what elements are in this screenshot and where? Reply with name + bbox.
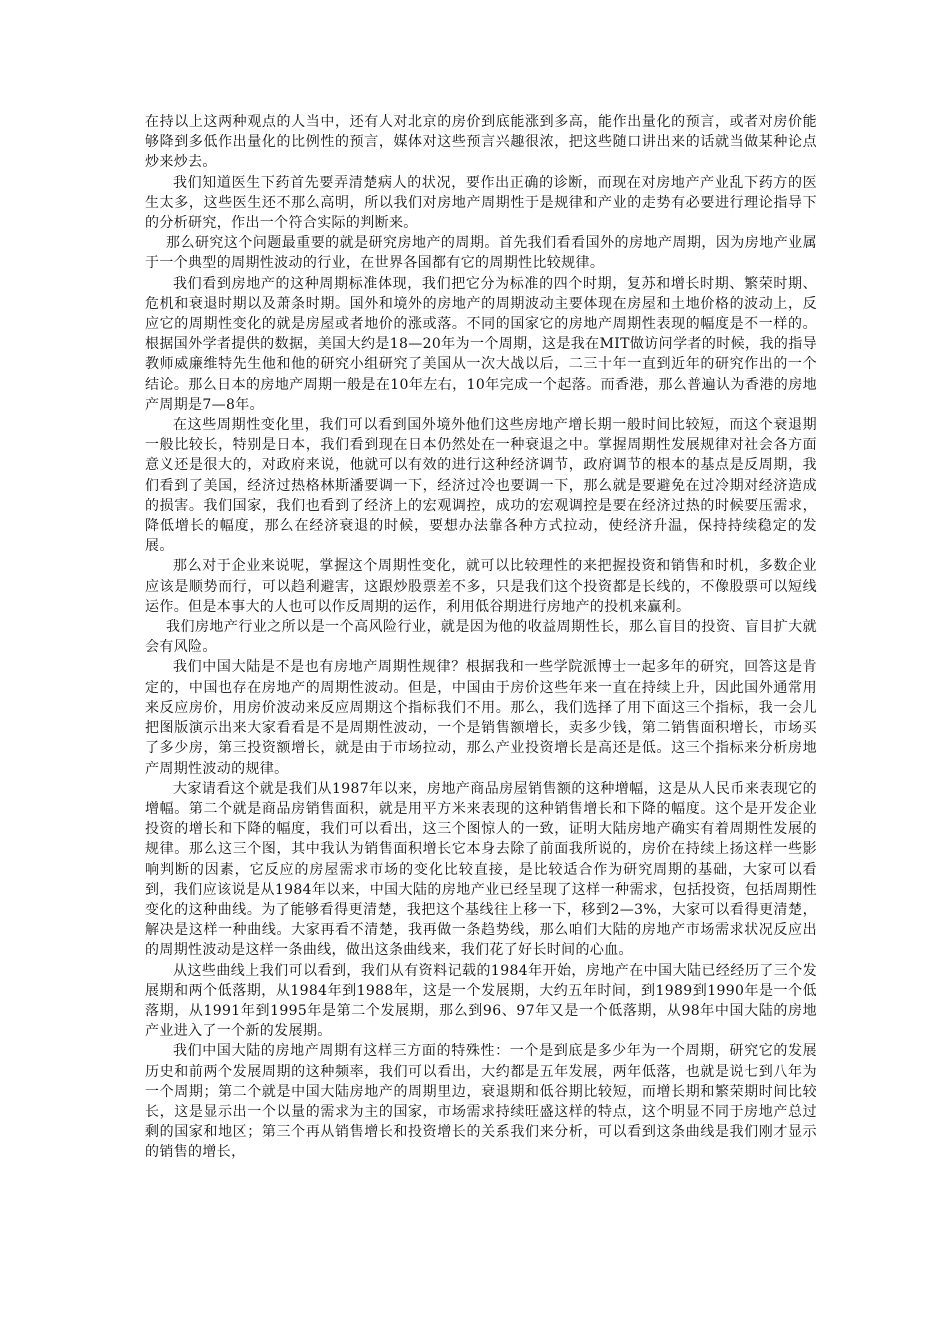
paragraph-6: 那么对于企业来说呢，掌握这个周期性变化，就可以比较理性的来把握投资和销售和时机，多数企业应该是顺势而行，可以趋利避害，这跟炒股票差不多，只是我们这个投资都是长线的，不像股票可以短线运作。但是本事大的人也可以作反周期的运作，利用低谷期进行房地产的投机来赢利。 [145,558,817,615]
paragraph-5: 在这些周期性变化里，我们可以看到国外境外他们这些房地产增长期一般时间比较短，而这个衰退期一般比较长，特别是日本，我们看到现在日本仍然处在一种衰退之中。掌握周期性发展规律对社会各方面意义还是很大的，对政府来说，他就可以有效的进行这种经济调节，政府调节的根本的基点是反周期，我们看到了美国，经济过热格林斯潘要调一下，经济过冷也要调一下，那么就是要避免在过冷期对经济造成的损害。我们国家，我们也看到了经济上的宏观调控，成功的宏观调控是要在经济过热的时候要压需求，降低增长的幅度，那么在经济衰退的时候，要想办法靠各种方式拉动，使经济升温，保持持续稳定的发展。 [145,417,817,555]
paragraph-11: 我们中国大陆的房地产周期有这样三方面的特殊性：一个是到底是多少年为一个周期，研究它的发展历史和前两个发展周期的这种频率，我们可以看出，大约都是五年发展，两年低落，也就是说七到八年为一个周期；第二个就是中国大陆房地产的周期里边，衰退期和低谷期比较短，而增长期和繁荣期时间比较长，这是显示出一个以量的需求为主的国家，市场需求持续旺盛这样的特点，这个明显不同于房地产总过剩的国家和地区；第三个再从销售增长和投资增长的关系我们来分析，可以看到这条曲线是我们刚才显示的销售的增长， [145,1043,817,1161]
paragraph-10: 从这些曲线上我们可以看到，我们从有资料记载的1984年开始，房地产在中国大陆已经经历了三个发展期和两个低落期，从1984年到1988年，这是一个发展期，大约五年时间，到1989到1990年是一个低落期，从1991年到1995年是第二个发展期，那么到96、97年又是一个低落期，从98年中国大陆的房地产业进入了一个新的发展期。 [145,962,817,1040]
paragraph-1: 在持以上这两种观点的人当中，还有人对北京的房价到底能涨到多高，能作出量化的预言，或者对房价能够降到多低作出量化的比例性的预言，媒体对这些预言兴趣很浓，把这些随口讲出来的话就当做某种论点炒来炒去。 [145,114,817,171]
paragraph-8: 我们中国大陆是不是也有房地产周期性规律？根据我和一些学院派博士一起多年的研究，回答这是肯定的，中国也存在房地产的周期性波动。但是，中国由于房价这些年来一直在持续上升，因此国外通常用来反应房价，用房价波动来反应周期这个指标我们不用。那么，我们选择了用下面这三个指标，我一会儿把图版演示出来大家看看是不是周期性波动，一个是销售额增长，卖多少钱，第二销售面积增长，市场买了多少房，第三投资额增长，就是由于市场拉动，那么产业投资增长是高还是低。这三个指标来分析房地产周期性波动的规律。 [145,659,817,777]
paragraph-2: 我们知道医生下药首先要弄清楚病人的状况，要作出正确的诊断，而现在对房地产产业乱下药方的医生太多，这些医生还不那么高明，所以我们对房地产周期性于是规律和产业的走势有必要进行理论指导下的分析研究，作出一个符合实际的判断来。 [145,174,817,232]
paragraph-9: 大家请看这个就是我们从1987年以来，房地产商品房屋销售额的这种增幅，这是从人民币来表现它的增幅。第二个就是商品房销售面积，就是用平方米来表现的这种销售增长和下降的幅度。这个是开发企业投资的增长和下降的幅度，我们可以看出，这三个图惊人的一致，证明大陆房地产确实有着周期性发展的规律。那么这三个图，其中我认为销售面积增长它本身去除了前面我所说的，房价在持续上扬这样一些影响判断的因素，它反应的房屋需求市场的变化比较直接，是比较适合作为研究周期的基础，大家可以看到，我们应该说是从1984年以来，中国大陆的房地产业已经呈现了这样一种需求，包括投资，包括周期性变化的这种曲线。为了能够看得更清楚，我把这个基线往上移一下，移到2—3%，大家可以看得更清楚，解决是这样一种曲线。大家再看不清楚，我再做一条趋势线，那么咱们大陆的房地产市场需求状况反应出的周期性波动是这样一条曲线，做出这条曲线来，我们花了好长时间的心血。 [145,780,817,959]
paragraph-7: 我们房地产行业之所以是一个高风险行业，就是因为他的收益周期性长，那么盲目的投资、盲目扩大就会有风险。 [145,619,817,656]
document-body [145,112,817,1163]
paragraph-4: 我们看到房地产的这种周期标准体现，我们把它分为标准的四个时期，复苏和增长时期、繁荣时期、危机和衰退时期以及萧条时期。国外和境外的房地产的周期波动主要体现在房屋和土地价格的波动上，反应它的周期性变化的就是房屋或者地价的涨或落。不同的国家它的房地产周期性表现的幅度是不一样的。根据国外学者提供的数据，美国大约是18—20年为一个周期，这是我在MIT做访问学者的时候，我的指导教师威廉维特先生他和他的研究小组研究了美国从一次大战以后，二三十年一直到近年的研究作出的一个结论。那么日本的房地产周期一般是在10年左右，10年完成一个起落。而香港，那么普遍认为香港的房地产周期是7—8年。 [145,275,817,413]
paragraph-3: 那么研究这个问题最重要的就是研究房地产的周期。首先我们看看国外的房地产周期，因为房地产业属于一个典型的周期性波动的行业，在世界各国都有它的周期性比较规律。 [145,235,817,272]
